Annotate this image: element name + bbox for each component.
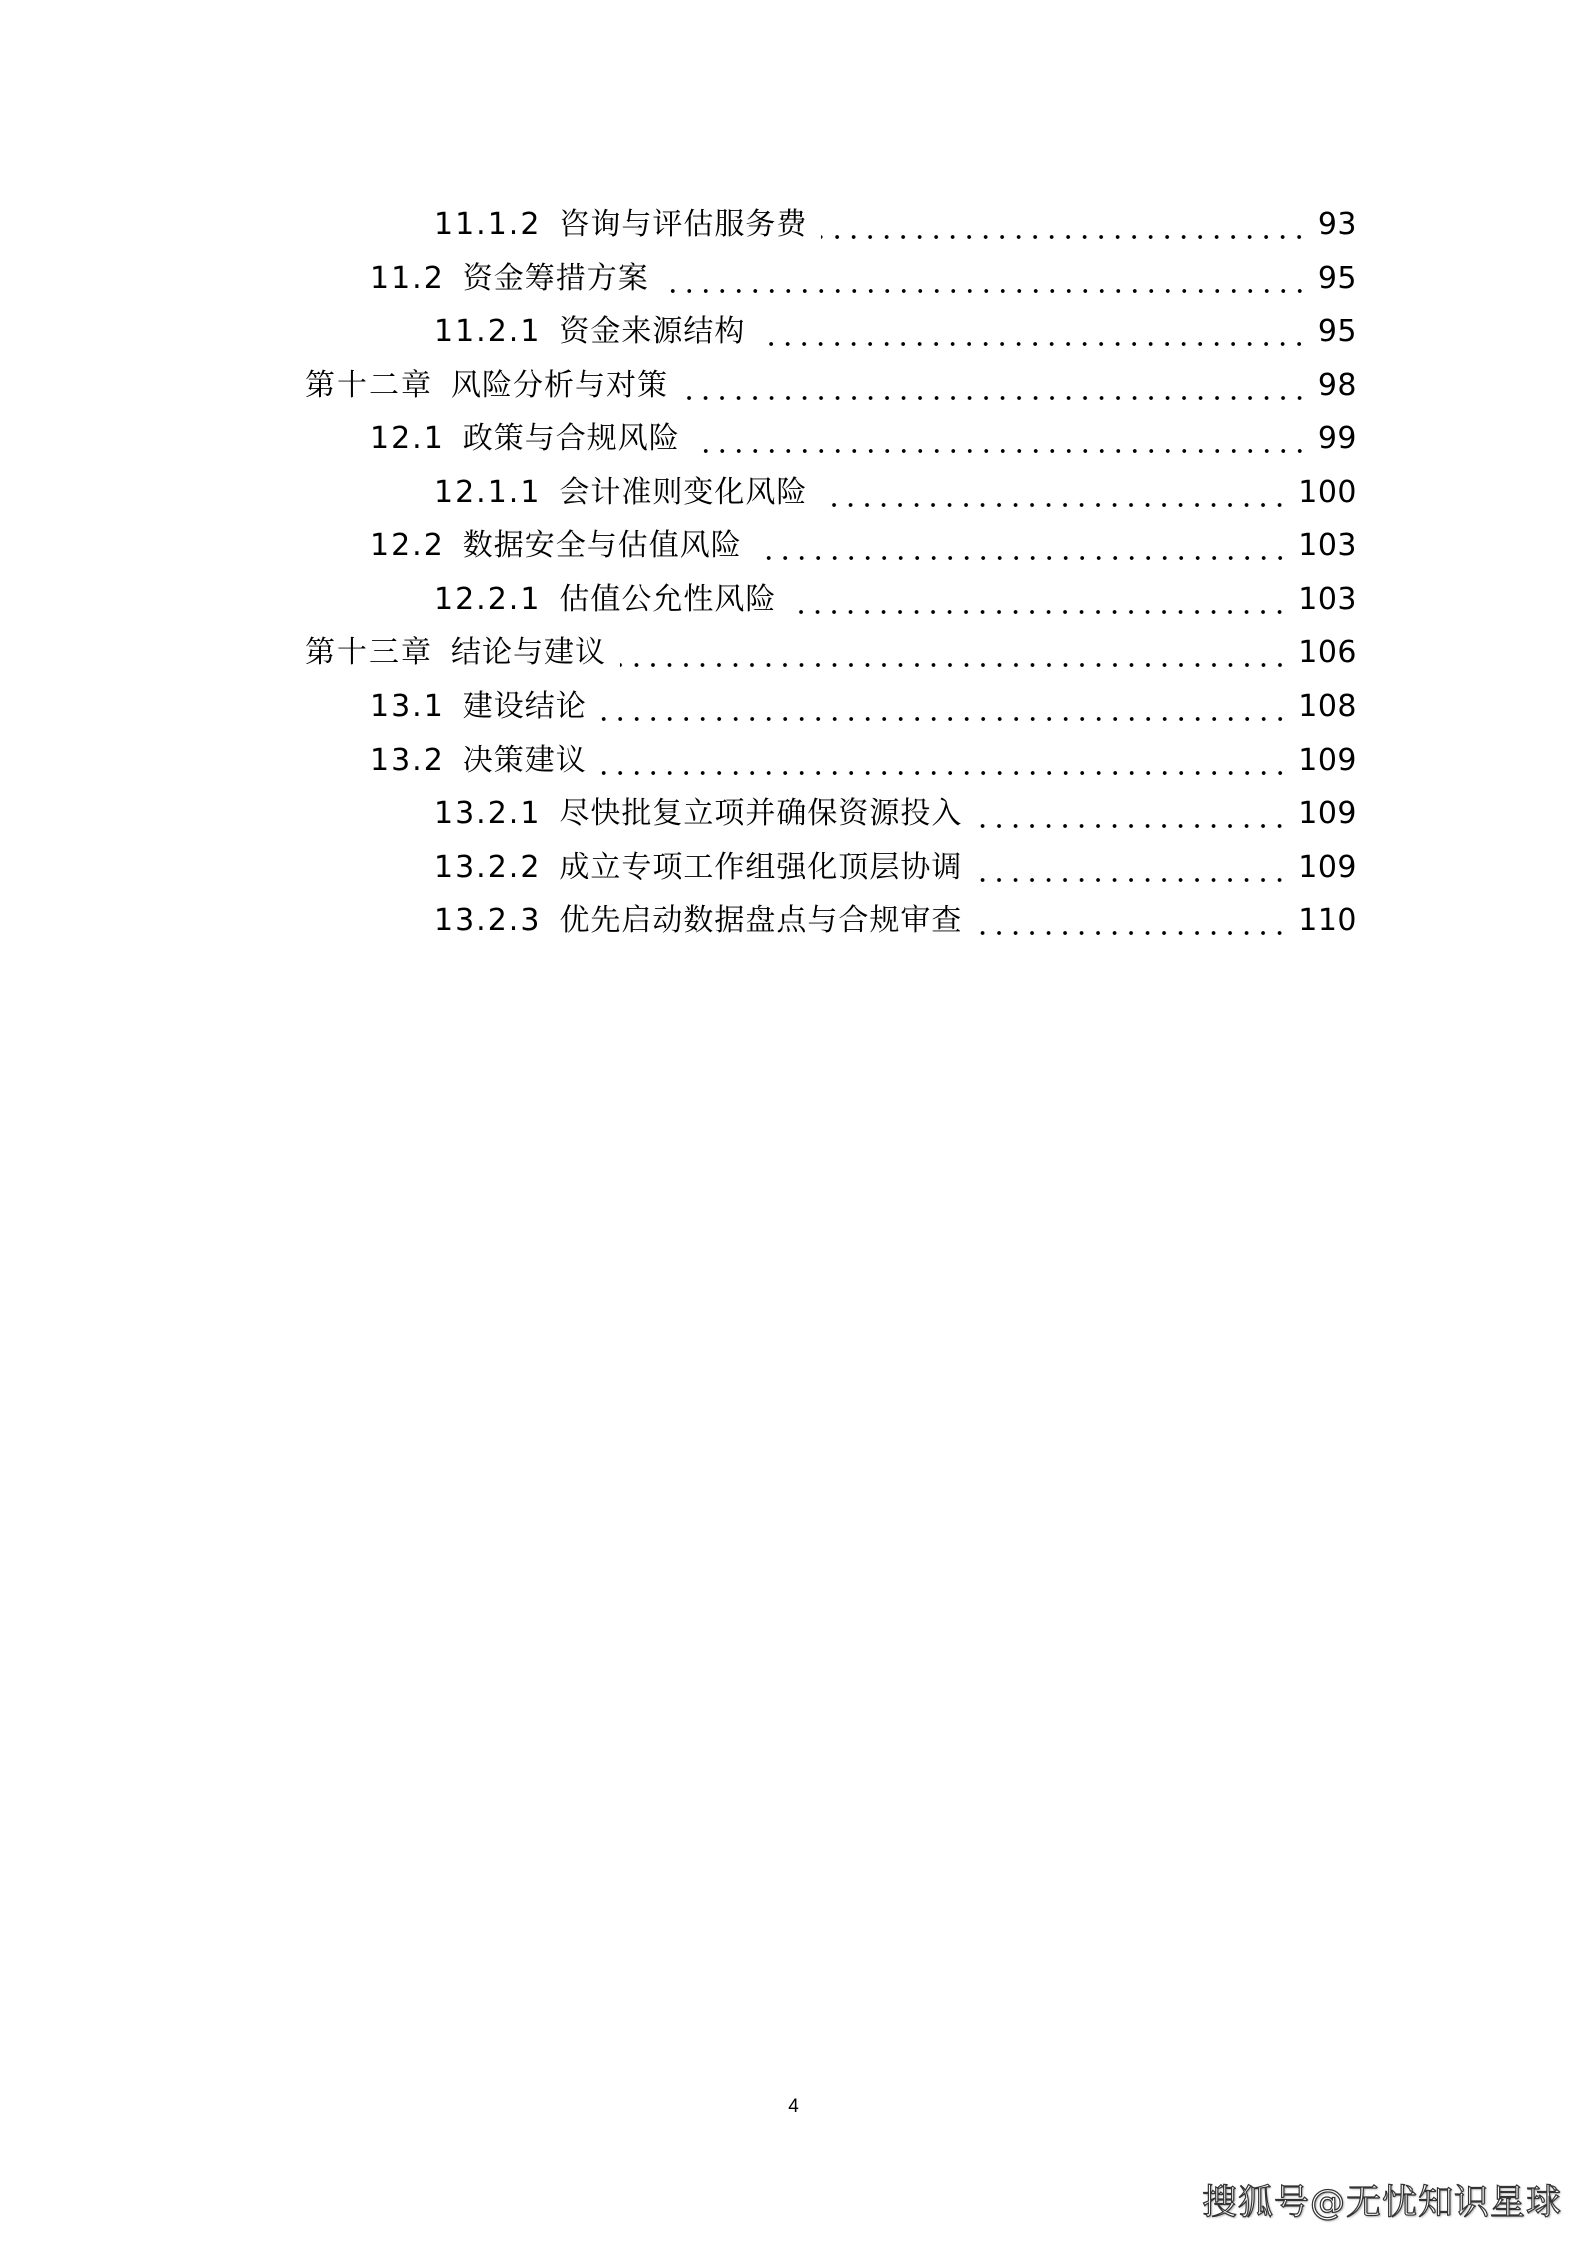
page-number: 4	[788, 2096, 799, 2117]
toc-entry[interactable]	[370, 412, 1357, 466]
toc-entry-number: 12.2	[370, 528, 445, 563]
toc-entry-title: 优先启动数据盘点与合规审查	[559, 903, 963, 938]
toc-entry-title: 咨询与评估服务费	[559, 207, 808, 242]
toc-entry-number: 12.1.1	[434, 475, 542, 510]
toc-entry-number: 13.2.3	[434, 903, 542, 938]
toc-entry-page: 98	[1317, 368, 1357, 403]
toc-entry-number: 12.1	[370, 421, 445, 456]
toc-entry-number: 11.1.2	[434, 207, 542, 242]
toc-entry-title: 政策与合规风险	[462, 421, 680, 456]
toc-entry-page: 100	[1298, 475, 1357, 510]
toc-entry-page: 103	[1298, 528, 1357, 563]
toc-entry-title: 数据安全与估值风险	[462, 528, 742, 563]
toc-entry-title: 结论与建议	[451, 635, 606, 670]
toc-entry-page: 106	[1298, 635, 1357, 670]
toc-entry-title: 风险分析与对策	[451, 368, 668, 403]
toc-entry-number: 12.2.1	[434, 582, 542, 617]
toc-dot-leader	[601, 771, 1288, 775]
toc-entry-number: 11.2	[370, 261, 445, 296]
toc-entry-page: 95	[1317, 261, 1357, 296]
toc-entry[interactable]	[370, 680, 1357, 734]
toc-dot-leader	[756, 556, 1288, 560]
toc-entry-number: 第十二章	[305, 368, 433, 403]
toc-entry-title: 资金筹措方案	[462, 261, 649, 296]
toc-entry[interactable]	[434, 466, 1357, 520]
toc-entry-title: 资金来源结构	[559, 314, 746, 349]
toc-dot-leader	[694, 449, 1308, 453]
toc-entry[interactable]	[434, 841, 1357, 895]
toc-entry-page: 109	[1298, 796, 1357, 831]
toc-entry[interactable]	[434, 573, 1357, 627]
toc-entry[interactable]	[434, 198, 1357, 252]
toc-dot-leader	[976, 931, 1288, 935]
toc-entry-chapter[interactable]	[305, 359, 1357, 413]
toc-entry-number: 13.2	[370, 743, 445, 778]
toc-entry-chapter[interactable]	[305, 626, 1357, 680]
toc-entry-title: 估值公允性风险	[559, 582, 777, 617]
toc-entry-page: 110	[1298, 903, 1357, 938]
toc-entry-page: 109	[1298, 850, 1357, 885]
toc-dot-leader	[790, 610, 1288, 614]
toc-entry-number: 第十三章	[305, 635, 433, 670]
watermark: 搜狐号@无忧知识星球	[1201, 2183, 1562, 2223]
toc-dot-leader	[759, 342, 1307, 346]
toc-entry-page: 103	[1298, 582, 1357, 617]
toc-dot-leader	[682, 396, 1308, 400]
toc-entry-title: 建设结论	[462, 689, 587, 724]
toc-dot-leader	[976, 824, 1288, 828]
toc-entry[interactable]	[434, 894, 1357, 948]
toc-entry[interactable]	[370, 519, 1357, 573]
toc-entry-number: 11.2.1	[434, 314, 542, 349]
toc-dot-leader	[601, 717, 1288, 721]
toc-entry[interactable]	[434, 305, 1357, 359]
toc-entry-page: 99	[1317, 421, 1357, 456]
toc-entry-title: 会计准则变化风险	[559, 475, 808, 510]
toc-entry[interactable]	[370, 252, 1357, 306]
toc-entry-title: 尽快批复立项并确保资源投入	[559, 796, 963, 831]
toc-entry[interactable]	[370, 734, 1357, 788]
toc-dot-leader	[663, 289, 1308, 293]
toc-entry-number: 13.2.1	[434, 796, 542, 831]
toc-entry-page: 95	[1317, 314, 1357, 349]
toc-entry-title: 成立专项工作组强化顶层协调	[559, 850, 963, 885]
toc-dot-leader	[620, 663, 1288, 667]
toc-entry-number: 13.2.2	[434, 850, 542, 885]
toc-entry[interactable]	[434, 787, 1357, 841]
toc-entry-page: 93	[1317, 207, 1357, 242]
toc-dot-leader	[976, 878, 1288, 882]
toc-dot-leader	[821, 503, 1288, 507]
toc-entry-number: 13.1	[370, 689, 445, 724]
toc-dot-leader	[821, 235, 1307, 239]
toc-entry-page: 109	[1298, 743, 1357, 778]
toc-entry-title: 决策建议	[462, 743, 587, 778]
toc-entry-page: 108	[1298, 689, 1357, 724]
